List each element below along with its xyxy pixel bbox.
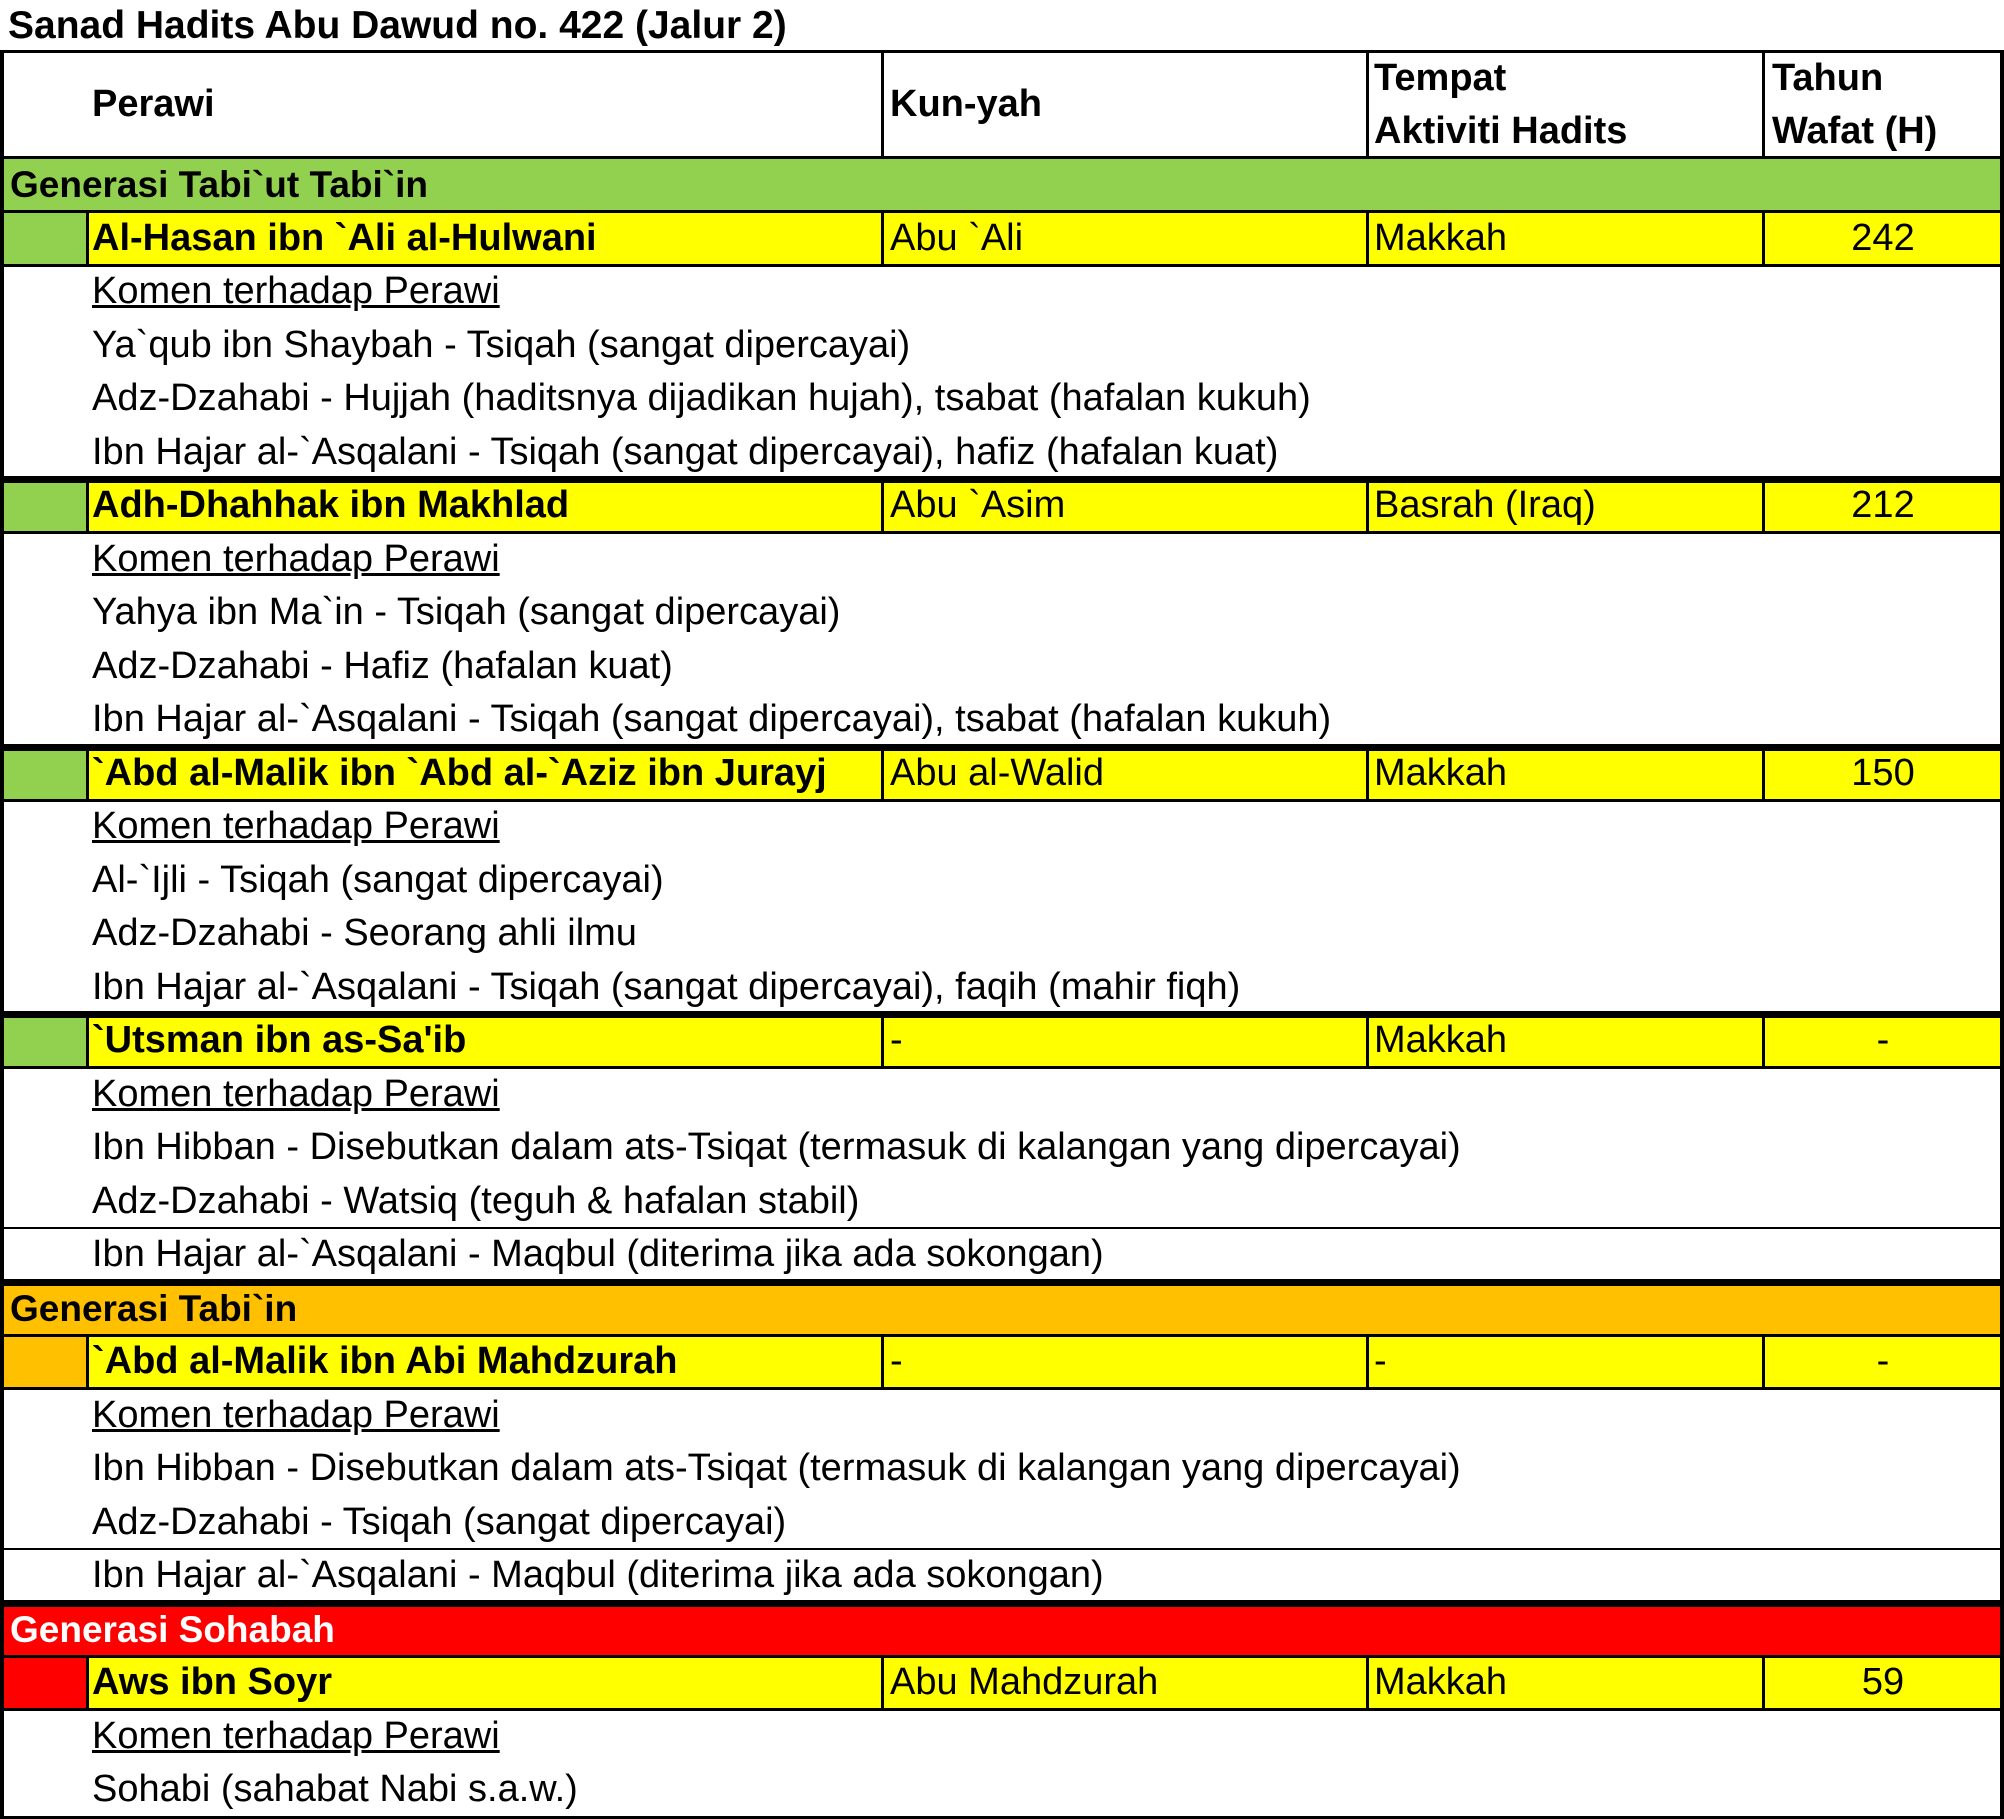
column-border xyxy=(1762,479,1765,533)
generation-marker xyxy=(0,1656,86,1710)
narrator-tempat: Makkah xyxy=(1374,1019,1508,1061)
generation-label: Generasi Tabi`in xyxy=(10,1287,298,1329)
sanad-table xyxy=(0,50,2004,1819)
column-border xyxy=(1366,50,1369,158)
column-border xyxy=(2000,50,2004,1819)
header-tempat-line1: Tempat xyxy=(1374,57,1507,99)
narrator-kunyah: Abu `Ali xyxy=(890,216,1024,259)
column-border xyxy=(881,1335,884,1389)
column-border xyxy=(1366,1656,1369,1710)
comment-line: Adz-Dzahabi - Seorang ahli ilmu xyxy=(92,912,637,954)
row-border xyxy=(0,50,2004,53)
column-border xyxy=(1366,1335,1369,1389)
column-border xyxy=(1366,1014,1369,1068)
narrator-tempat: Makkah xyxy=(1374,1661,1508,1703)
column-border xyxy=(1762,1335,1765,1389)
generation-row xyxy=(0,1282,2004,1336)
row-border xyxy=(0,1387,2004,1390)
column-border xyxy=(1366,212,1369,266)
narrator-tahun: - xyxy=(1876,1019,1890,1061)
header-kunyah: Kun-yah xyxy=(890,83,1042,125)
column-border xyxy=(881,747,884,801)
column-border xyxy=(1762,747,1765,801)
column-border xyxy=(1762,1656,1765,1710)
narrator-kunyah: - xyxy=(890,1340,903,1382)
narrator-name: Al-Hasan ibn `Ali al-Hulwani xyxy=(92,216,597,259)
row-border xyxy=(0,476,2004,483)
generation-label: Generasi Sohabah xyxy=(10,1608,335,1650)
comment-line: Ibn Hajar al-`Asqalani - Maqbul (diterima jika ada sokongan) xyxy=(92,1233,1104,1275)
row-border xyxy=(0,156,2004,159)
column-border xyxy=(881,1014,884,1068)
column-border xyxy=(0,50,4,1819)
header-tahun-line2: Wafat (H) xyxy=(1772,110,1938,152)
generation-marker xyxy=(0,212,86,266)
comment-line: Ibn Hibban - Disebutkan dalam ats-Tsiqat (termasuk di kalangan yang dipercayai) xyxy=(92,1126,1461,1168)
column-border xyxy=(86,1014,89,1068)
comment-line: Ibn Hibban - Disebutkan dalam ats-Tsiqat (termasuk di kalangan yang dipercayai) xyxy=(92,1447,1461,1489)
row-border xyxy=(0,1708,2004,1711)
narrator-kunyah: Abu al-Walid xyxy=(890,751,1105,794)
column-border xyxy=(1366,747,1369,801)
column-border xyxy=(1762,50,1765,158)
narrator-row xyxy=(0,479,2004,533)
generation-marker xyxy=(0,747,86,801)
column-border xyxy=(1366,479,1369,533)
column-border xyxy=(881,1656,884,1710)
narrator-kunyah: - xyxy=(890,1019,903,1061)
row-border xyxy=(0,264,2004,267)
column-border xyxy=(86,212,89,266)
row-border xyxy=(0,1011,2004,1018)
generation-row xyxy=(0,158,2004,212)
header-perawi: Perawi xyxy=(92,83,215,125)
comment-line: Yahya ibn Ma`in - Tsiqah (sangat dipercayai) xyxy=(92,591,841,633)
row-border xyxy=(0,1066,2004,1069)
row-border xyxy=(0,531,2004,534)
row-border xyxy=(0,210,2004,213)
comment-line: Ya`qub ibn Shaybah - Tsiqah (sangat dipercayai) xyxy=(92,323,911,366)
comment-line: Adz-Dzahabi - Hujjah (haditsnya dijadikan hujah), tsabat (hafalan kukuh) xyxy=(92,377,1311,419)
narrator-name: Aws ibn Soyr xyxy=(92,1661,333,1703)
narrator-name: `Abd al-Malik ibn `Abd al-`Aziz ibn Jurayj xyxy=(92,751,827,794)
comment-line: Ibn Hajar al-`Asqalani - Tsiqah (sangat dipercayai), tsabat (hafalan kukuh) xyxy=(92,698,1332,740)
narrator-name: Adh-Dhahhak ibn Makhlad xyxy=(92,484,570,526)
generation-marker xyxy=(0,1014,86,1068)
row-border xyxy=(0,1227,2004,1229)
narrator-row xyxy=(0,1014,2004,1068)
narrator-tahun: 59 xyxy=(1861,1661,1905,1703)
narrator-tahun: - xyxy=(1876,1340,1890,1382)
comment-heading: Komen terhadap Perawi xyxy=(92,1393,500,1436)
column-border xyxy=(881,479,884,533)
narrator-tempat: Makkah xyxy=(1374,216,1508,259)
comment-heading: Komen terhadap Perawi xyxy=(92,1072,500,1115)
row-border xyxy=(0,1600,2004,1607)
comment-line: Sohabi (sahabat Nabi s.a.w.) xyxy=(92,1768,578,1810)
narrator-row xyxy=(0,212,2004,266)
narrator-row xyxy=(0,1335,2004,1389)
table-header xyxy=(0,50,2004,158)
comment-heading: Komen terhadap Perawi xyxy=(92,805,500,847)
row-border xyxy=(0,1334,2004,1337)
narrator-kunyah: Abu Mahdzurah xyxy=(890,1661,1159,1703)
comment-line: Ibn Hajar al-`Asqalani - Maqbul (diterima jika ada sokongan) xyxy=(92,1554,1104,1596)
header-tahun xyxy=(1762,50,2004,158)
column-border xyxy=(86,1656,89,1710)
row-border xyxy=(0,1279,2004,1286)
header-tempat xyxy=(1366,50,1762,158)
narrator-row xyxy=(0,1656,2004,1710)
narrator-kunyah: Abu `Asim xyxy=(890,484,1066,526)
generation-marker xyxy=(0,1335,86,1389)
comment-line: Adz-Dzahabi - Watsiq (teguh & hafalan stabil) xyxy=(92,1179,860,1222)
comment-heading: Komen terhadap Perawi xyxy=(92,537,500,580)
row-border xyxy=(0,1548,2004,1550)
narrator-tahun: 242 xyxy=(1851,216,1915,259)
column-border xyxy=(86,747,89,801)
comment-line: Al-`Ijli - Tsiqah (sangat dipercayai) xyxy=(92,858,664,901)
row-border xyxy=(0,799,2004,802)
generation-row xyxy=(0,1603,2004,1657)
generation-marker xyxy=(0,479,86,533)
column-border xyxy=(881,212,884,266)
narrator-row xyxy=(0,747,2004,801)
comment-line: Adz-Dzahabi - Tsiqah (sangat dipercayai) xyxy=(92,1500,787,1543)
comment-heading: Komen terhadap Perawi xyxy=(92,1714,500,1757)
comment-line: Ibn Hajar al-`Asqalani - Tsiqah (sangat dipercayai), faqih (mahir fiqh) xyxy=(92,965,1241,1008)
comment-line: Ibn Hajar al-`Asqalani - Tsiqah (sangat dipercayai), hafiz (hafalan kuat) xyxy=(92,430,1279,473)
narrator-name: `Abd al-Malik ibn Abi Mahdzurah xyxy=(92,1340,678,1382)
generation-label: Generasi Tabi`ut Tabi`in xyxy=(10,164,429,205)
comment-heading: Komen terhadap Perawi xyxy=(92,270,500,312)
column-border xyxy=(881,50,884,158)
column-border xyxy=(1762,1014,1765,1068)
narrator-tempat: - xyxy=(1374,1340,1387,1382)
page-title: Sanad Hadits Abu Dawud no. 422 (Jalur 2) xyxy=(8,4,787,47)
narrator-name: `Utsman ibn as-Sa'ib xyxy=(92,1019,467,1061)
narrator-tempat: Makkah xyxy=(1374,751,1508,794)
column-border xyxy=(86,1335,89,1389)
narrator-tahun: 150 xyxy=(1851,751,1915,794)
header-tahun-line1: Tahun xyxy=(1772,57,1884,99)
row-border xyxy=(0,1655,2004,1658)
row-border xyxy=(0,744,2004,751)
narrator-tahun: 212 xyxy=(1851,484,1915,526)
comment-line: Adz-Dzahabi - Hafiz (hafalan kuat) xyxy=(92,644,673,687)
column-border xyxy=(1762,212,1765,266)
column-border xyxy=(86,479,89,533)
narrator-tempat: Basrah (Iraq) xyxy=(1374,484,1596,526)
header-tempat-line2: Aktiviti Hadits xyxy=(1374,110,1628,152)
